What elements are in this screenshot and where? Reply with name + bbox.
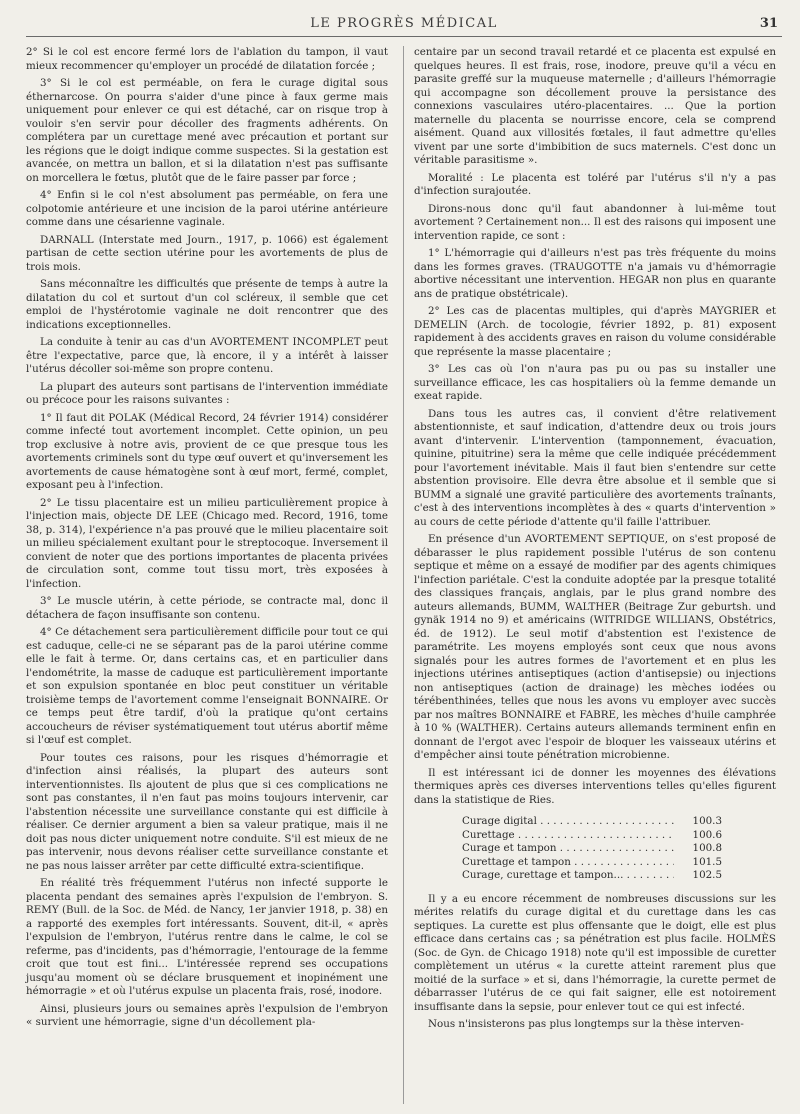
stat-value: 100.3 xyxy=(674,815,722,829)
paragraph: Il y a eu encore récemment de nombreuses discussions sur les mérites relatifs du curage digital et du curettage dans les cas septiques. La curette est plus offensante que le doigt, elle est plus efficace dans certains cas ; sa pénétration est plus facile. HOLMÈS (Soc. de Gyn. de Chicago 1918) note qu'il est impossible de curetter complètement un utérus « la curette atteint rarement plus que moitié de la surface » et si, dans l'hémorragie, la curette permet de débarrasser l'utérus de ce qui fait saigner, elle est notoirement insuffisante dans la sepsie, pour enlever tout ce qui est infecté. xyxy=(414,892,776,1013)
stat-row xyxy=(462,869,722,883)
paragraph: Pour toutes ces raisons, pour les risques d'hémorragie et d'infection ainsi réalisés, la plupart des auteurs sont interventionnistes. Ils ajoutent de plus que si ces complications ne sont pas constantes, il n'en faut pas moins toujours intervenir, car l'abstention nécessite une surveillance constante qui est difficile à réaliser. Ce dernier argument a bien sa valeur pratique, mais il ne doit pas nous dicter uniquement notre conduite. S'il est mieux de ne pas intervenir, nous devons réaliser cette surveillance constante et ne pas nous laisser arrêter par cette difficulté extra-scientifique. xyxy=(26,751,388,872)
left-column xyxy=(26,46,388,1034)
paragraph: Nous n'insisterons pas plus longtemps sur la thèse interven- xyxy=(428,1018,744,1030)
stat-value: 100.8 xyxy=(674,842,722,856)
paragraph: 3° Si le col est perméable, on fera le curage digital sous éthernarcose. On pourra s'aider d'une pince à faux germe mais uniquement pour enlever ce qui est détaché, car on risque trop à vouloir s'en servir pour décoller des fragments adhérents. On complétera par un curettage mené avec précaution et portant sur les régions que le doigt indique comme suspectes. Si la gestation est avancée, on mettra un ballon, et si la dilatation n'est pas suffisante on morcellera le fœtus, plutôt que de le faire passer par force ; xyxy=(26,77,388,184)
paragraph: 4° Enfin si le col n'est absolument pas perméable, on fera une colpotomie antérieure et une incision de la paroi utérine antérieure comme dans une césarienne vaginale. xyxy=(26,189,388,228)
paragraph: centaire par un second travail retardé et ce placenta est expulsé en quelques heures. Il est frais, rose, inodore, preuve qu'il a vécu en parasite greffé sur la muqueuse maternelle ; d'ailleurs l'hémorragie qui accompagne son décollement prouve la persistance des connexions vasculaires utéro-placentaires. ... Que la portion maternelle du placenta se nourrisse encore, cela se comprend aisément. Quand aux villosités fœtales, il faut admettre qu'elles vivent par une sorte d'imbibition de sucs maternels. C'est donc un véritable parasitisme ». xyxy=(414,46,776,166)
page-number: 31 xyxy=(759,16,778,31)
stat-row xyxy=(462,856,722,870)
stat-label: Curage digital . . . xyxy=(462,815,674,829)
temperature-stats-table xyxy=(462,815,722,883)
stat-row xyxy=(462,842,722,856)
paragraph: En réalité très fréquemment l'utérus non infecté supporte le placenta pendant des semaines après l'expulsion de l'embryon. S. REMY (Bull. de la Soc. de Méd. de Nancy, 1er janvier 1918, p. 38) en a rapporté des exemples fort intéressants. Souvent, dit-il, « après l'expulsion de l'embryon, l'utérus rentre dans le calme, le col se referme, pas d'incidents, pas d'hémorragie, l'entourage de la femme croit que tout est fini... L'intéressée reprend ses occupations jusqu'au moment où se déclare brusquement et inopinément une hémorragie » et où l'utérus expulse un placenta frais, rosé, inodore. xyxy=(26,877,388,997)
column-divider xyxy=(403,46,404,1104)
paragraph: La plupart des auteurs sont partisans de l'intervention immédiate ou précoce pour les raisons suivantes : xyxy=(26,380,388,406)
paragraph: DARNALL (Interstate med Journ., 1917, p. 1066) est également partisan de cette section utérine pour les avortements de plus de trois mois. xyxy=(26,233,388,273)
right-column xyxy=(414,46,776,1036)
stat-label: Curettage et tampon . . . xyxy=(462,856,674,870)
stat-row xyxy=(462,829,722,843)
paragraph: Ainsi, plusieurs jours ou semaines après l'expulsion de l'embryon « survient une hémorragie, signe d'un décollement pla- xyxy=(26,1002,388,1028)
stat-value: 102.5 xyxy=(674,869,722,883)
paragraph: 3° Les cas où l'on n'aura pas pu ou pas su installer une surveillance efficace, les cas hospitaliers où la femme demande un exeat rapide. xyxy=(414,363,776,402)
journal-title: LE PROGRÈS MÉDICAL xyxy=(310,16,498,31)
paragraph: Sans méconnaître les difficultés que présente de temps à autre la dilatation du col et surtout d'un col scléreux, il semble que cet emploi de l'hystérotomie vaginale ne doit rencontrer que des indications exceptionnelles. xyxy=(26,278,388,331)
paragraph: 1° L'hémorragie qui d'ailleurs n'est pas très fréquente du moins dans les formes graves. (TRAUGOTTE n'a jamais vu d'hémorragie abortive nécessitant une intervention. HEGAR non plus en quarante ans de pratique obstétricale). xyxy=(414,247,776,300)
stat-label: Curage et tampon . . . xyxy=(462,842,674,856)
paragraph: Dirons-nous donc qu'il faut abandonner à lui-même tout avortement ? Certainement non... Il est des raisons qui imposent une intervention rapide, ce sont : xyxy=(414,202,776,242)
stat-label: Curettage . . . xyxy=(462,829,674,843)
paragraph: Moralité : Le placenta est toléré par l'utérus s'il n'y a pas d'infection surajoutée. xyxy=(414,171,776,197)
stat-value: 101.5 xyxy=(674,856,722,870)
paragraph: Il est intéressant ici de donner les moyennes des élévations thermiques après ces diverses interventions telles qu'elles figurent dans la statistique de Ries. xyxy=(414,766,776,806)
paragraph: 2° Le tissu placentaire est un milieu particulièrement propice à l'injection mais, objecte DE LEE (Chicago med. Record, 1916, tome 38, p. 314), l'expérience n'a pas prouvé que le milieu placentaire soit un milieu spécialement exultant pour le streptocoque. Inversement il convient de noter que des portions importantes de placenta privées de circulation sont, comme tout tissu mort, très exposées à l'infection. xyxy=(26,496,388,590)
page-header xyxy=(26,8,782,37)
paragraph: La conduite à tenir au cas d'un AVORTEMENT INCOMPLET peut être l'expectative, parce que, là encore, il y a intérêt à laisser l'utérus décoller soi-même son propre contenu. xyxy=(26,336,388,375)
stat-row xyxy=(462,815,722,829)
paragraph: En présence d'un AVORTEMENT SEPTIQUE, on s'est proposé de débarasser le plus rapidement possible l'utérus de son contenu septique et même on a essayé de modifier par des agents chimiques l'infection pariétale. C'est la conduite adoptée par la presque totalité des classiques français, anglais, par le plus grand nombre des auteurs allemands, BUMM, WALTHER (Beitrage Zur geburtsh. und gynäk 1914 no 9) et américains (WITRIDGE WILLIANS, Obstétrics, éd. de 1912). Le seul motif d'abstention est l'existence de paramétrite. Les moyens employés sont ceux que nous avons signalés pour les autres formes de l'avortement et en plus les injections utérines antiseptiques (action d'antisepsie) ou injections non antiseptiques (action de drainage) les mèches iodées ou térébenthinées, telles que nous les avons vu employer avec succès par nos maîtres BONNAIRE et FABRE, les mèches d'huile camphrée à 10 % (WALTHER). Certains auteurs allemands terminent enfin en donnant de l'ergot avec l'espoir de bloquer les vaisseaux utérins et d'empêcher ainsi toute pénétration microbienne. xyxy=(414,533,776,761)
paragraph: 2° Les cas de placentas multiples, qui d'après MAYGRIER et DEMELIN (Arch. de tocologie, février 1892, p. 81) exposent rapidement à des accidents graves en raison du volume considérable que représente la masse placentaire ; xyxy=(414,305,776,358)
stat-label: Curage, curettage et tampon... . . . xyxy=(462,869,674,883)
paragraph: Dans tous les autres cas, il convient d'être relativement abstentionniste, et sauf indication, d'attendre deux ou trois jours avant d'intervenir. L'intervention (tamponnement, évacuation, quinine, pituitrine) sera la même que celle indiquée précédemment pour l'avortement inévitable. Mais il faut bien s'entendre sur cette abstention provisoire. Elle devra être absolue et il semble que si BUMM a signalé une gravité particulière des avortements traînants, c'est à des interventions incomplètes à des « quarts d'intervention » au cours de cette période d'attente qu'il faille l'attribuer. xyxy=(414,407,776,528)
stat-value: 100.6 xyxy=(674,829,722,843)
paragraph: 4° Ce détachement sera particulièrement difficile pour tout ce qui est caduque, celle-ci ne se séparant pas de la paroi utérine comme elle le fait à terme. Or, dans certains cas, et en particulier dans l'endométrite, la masse de caduque est particulièrement importante et son expulsion spontanée en bloc peut constituer un véritable troisième temps de l'avortement comme l'enseignait BONNAIRE. Or ce temps peut être tardif, d'où la pratique qu'ont certains accoucheurs de réviser systématiquement tout utérus abortif même si l'œuf est complet. xyxy=(26,626,388,746)
paragraph: 1° Il faut dit POLAK (Médical Record, 24 février 1914) considérer comme infecté tout avortement incomplet. Cette opinion, un peu trop exclusive à notre avis, provient de ce que presque tous les avortements criminels sont du type œuf ouvert et qu'inversement les avortements de cause hématogène sont à œuf mort, fermé, complet, exposant peu à l'infection. xyxy=(26,411,388,491)
paragraph: 2° Si le col est encore fermé lors de l'ablation du tampon, il vaut mieux recommencer qu'employer un procédé de dilatation forcée ; xyxy=(26,46,388,72)
paragraph: 3° Le muscle utérin, à cette période, se contracte mal, donc il détachera de façon insuffisante son contenu. xyxy=(26,595,388,621)
